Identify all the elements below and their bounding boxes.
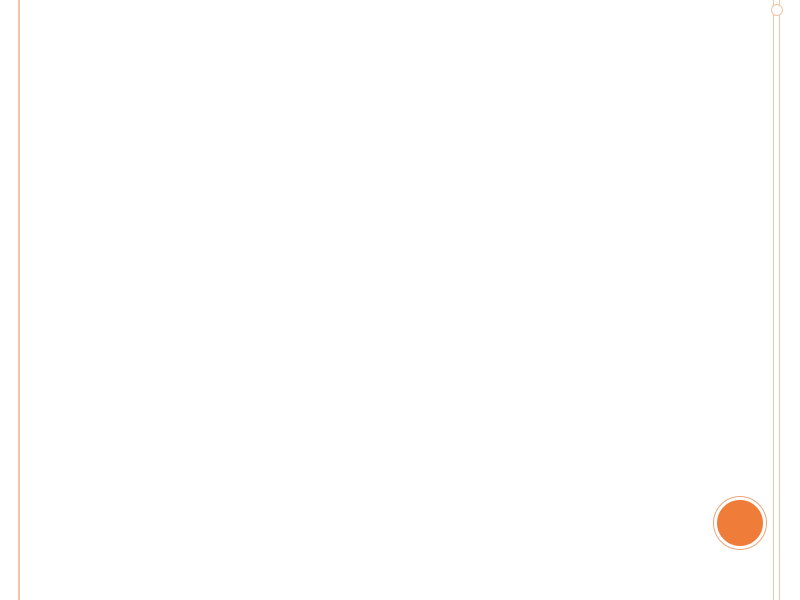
slide-border-left	[18, 0, 20, 600]
corner-ring-decoration	[771, 4, 783, 16]
slide-border-right	[773, 0, 774, 600]
slide-border-right-inner	[779, 0, 780, 600]
decorative-orange-circle	[714, 497, 766, 549]
